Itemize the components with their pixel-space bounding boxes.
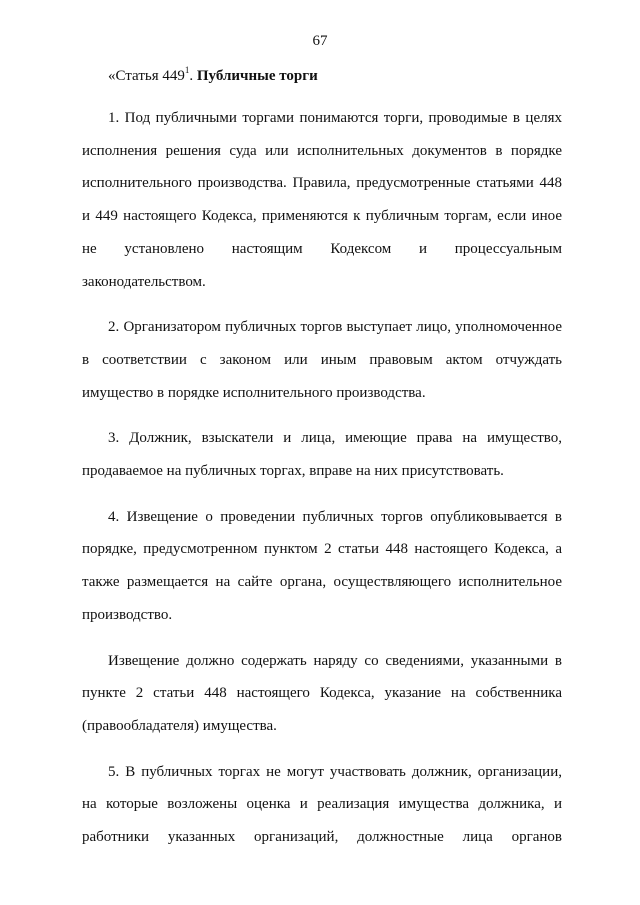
article-superscript: 1 <box>184 65 190 75</box>
article-prefix: «Статья 449 <box>108 68 185 84</box>
page-number: 67 <box>312 33 328 49</box>
paragraph-5: 5. В публичных торгах не могут участвовать должник, организации, на которые возложены оценка и реализация имущества должника, и работники указанных организаций, должностные лица органов <box>82 763 562 846</box>
paragraph-2: 2. Организатором публичных торгов выступает лицо, уполномоченное в соответствии с законом или иным правовым актом отчуждать имущество в порядке исполнительного производства. <box>82 319 562 401</box>
article-title: Публичные торги <box>196 68 318 84</box>
paragraph-3: 3. Должник, взыскатели и лица, имеющие права на имущество, продаваемое на публичных торгах, вправе на них присутствовать. <box>82 430 562 480</box>
paragraph-1: 1. Под публичными торгами понимаются торги, проводимые в целях исполнения решения суда или исполнительных документов в порядке исполнительного производства. Правила, предусмотренные статьями 448 и 449 настоящего Кодекса, применяются к публичным торгам, если иное не установлено настоящим Кодексом и процессуальным законодательством. <box>82 110 562 290</box>
article-dot: . <box>189 68 197 84</box>
paragraph-4: 4. Извещение о проведении публичных торгов опубликовывается в порядке, предусмотренном пунктом 2 статьи 448 настоящего Кодекса, а также размещается на сайте органа, осуществляющего исполнительное производство. <box>82 508 562 623</box>
document-body <box>82 64 562 867</box>
paragraph-4-notice: Извещение должно содержать наряду со сведениями, указанными в пункте 2 статьи 448 настоящего Кодекса, указание на собственника (правообладателя) имущества. <box>82 652 562 734</box>
article-heading <box>108 64 562 88</box>
